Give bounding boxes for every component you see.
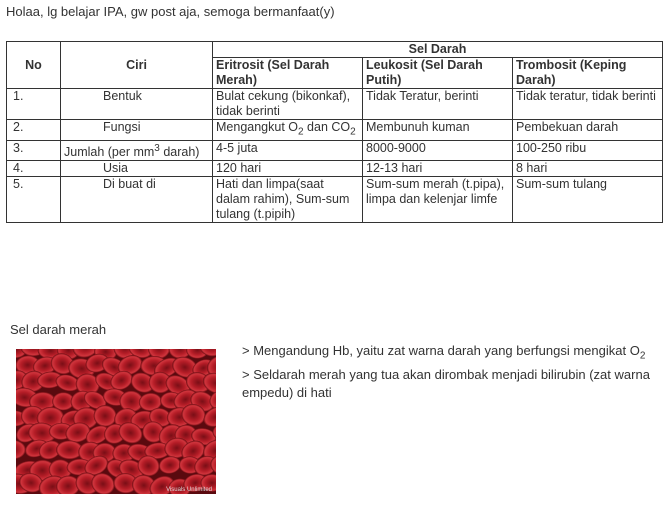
red-blood-cells-photo xyxy=(16,349,216,494)
cell-trombosit: Pembekuan darah xyxy=(513,120,663,141)
cell-leukosit: Sum-sum merah (t.pipa), limpa dan kelenjar limfe xyxy=(363,176,513,222)
cell-eritrosit: 4-5 juta xyxy=(213,140,363,160)
cell-trombosit: 8 hari xyxy=(513,160,663,176)
header-ciri: Ciri xyxy=(61,42,213,89)
blood-cell-table xyxy=(6,41,663,223)
cell-text: Jumlah (per mm xyxy=(64,144,155,159)
cell-ciri: Usia xyxy=(61,160,213,176)
cell-no: 1. xyxy=(7,89,61,120)
facts-list xyxy=(238,342,663,402)
cell-leukosit: Membunuh kuman xyxy=(363,120,513,141)
cell-text: darah) xyxy=(159,144,200,159)
header-sel-darah: Sel Darah xyxy=(213,42,663,58)
table-row xyxy=(7,176,663,222)
cell-trombosit: Sum-sum tulang xyxy=(513,176,663,222)
cell-no: 2. xyxy=(7,120,61,141)
photo-credit: Visuals Unlimited xyxy=(166,487,212,493)
superscript: 3 xyxy=(154,142,160,154)
cell-text: dan CO xyxy=(303,120,351,134)
subscript: 2 xyxy=(350,126,356,138)
header-eritrosit: Eritrosit (Sel Darah Merah) xyxy=(213,58,363,89)
cell-eritrosit: 120 hari xyxy=(213,160,363,176)
cell-ciri xyxy=(61,140,213,160)
fact-text: > Mengandung Hb, yaitu zat warna darah yang berfungsi mengikat O xyxy=(242,343,640,358)
cell-leukosit: 12-13 hari xyxy=(363,160,513,176)
cell-ciri: Di buat di xyxy=(61,176,213,222)
header-trombosit: Trombosit (Keping Darah) xyxy=(513,58,663,89)
intro-text: Holaa, lg belajar IPA, gw post aja, semoga bermanfaat(y) xyxy=(6,4,335,19)
header-no: No xyxy=(7,42,61,89)
cell-no: 3. xyxy=(7,140,61,160)
cell-leukosit: Tidak Teratur, berinti xyxy=(363,89,513,120)
subscript: 2 xyxy=(298,126,304,138)
table-row xyxy=(7,89,663,120)
blood-cell xyxy=(16,440,26,460)
table-header-row xyxy=(7,42,663,58)
cell-eritrosit xyxy=(213,120,363,141)
cell-ciri: Fungsi xyxy=(61,120,213,141)
fact-item: > Seldarah merah yang tua akan dirombak menjadi bilirubin (zat warna empedu) di hati xyxy=(242,366,650,400)
cell-trombosit: 100-250 ribu xyxy=(513,140,663,160)
table-row xyxy=(7,140,663,160)
cell-eritrosit: Hati dan limpa(saat dalam rahim), Sum-sum tulang (t.pipih) xyxy=(213,176,363,222)
cell-ciri: Bentuk xyxy=(61,89,213,120)
red-blood-cells-illustration xyxy=(16,349,216,494)
cell-no: 4. xyxy=(7,160,61,176)
subscript: 2 xyxy=(639,350,646,362)
table-row xyxy=(7,160,663,176)
section-title: Sel darah merah xyxy=(10,322,107,337)
cell-no: 5. xyxy=(7,176,61,222)
header-leukosit: Leukosit (Sel Darah Putih) xyxy=(363,58,513,89)
cell-leukosit: 8000-9000 xyxy=(363,140,513,160)
cell-text: Mengangkut O xyxy=(216,120,298,134)
fact-item xyxy=(242,342,663,366)
cell-eritrosit: Bulat cekung (bikonkaf), tidak berinti xyxy=(213,89,363,120)
table-row xyxy=(7,120,663,141)
cell-trombosit: Tidak teratur, tidak berinti xyxy=(513,89,663,120)
